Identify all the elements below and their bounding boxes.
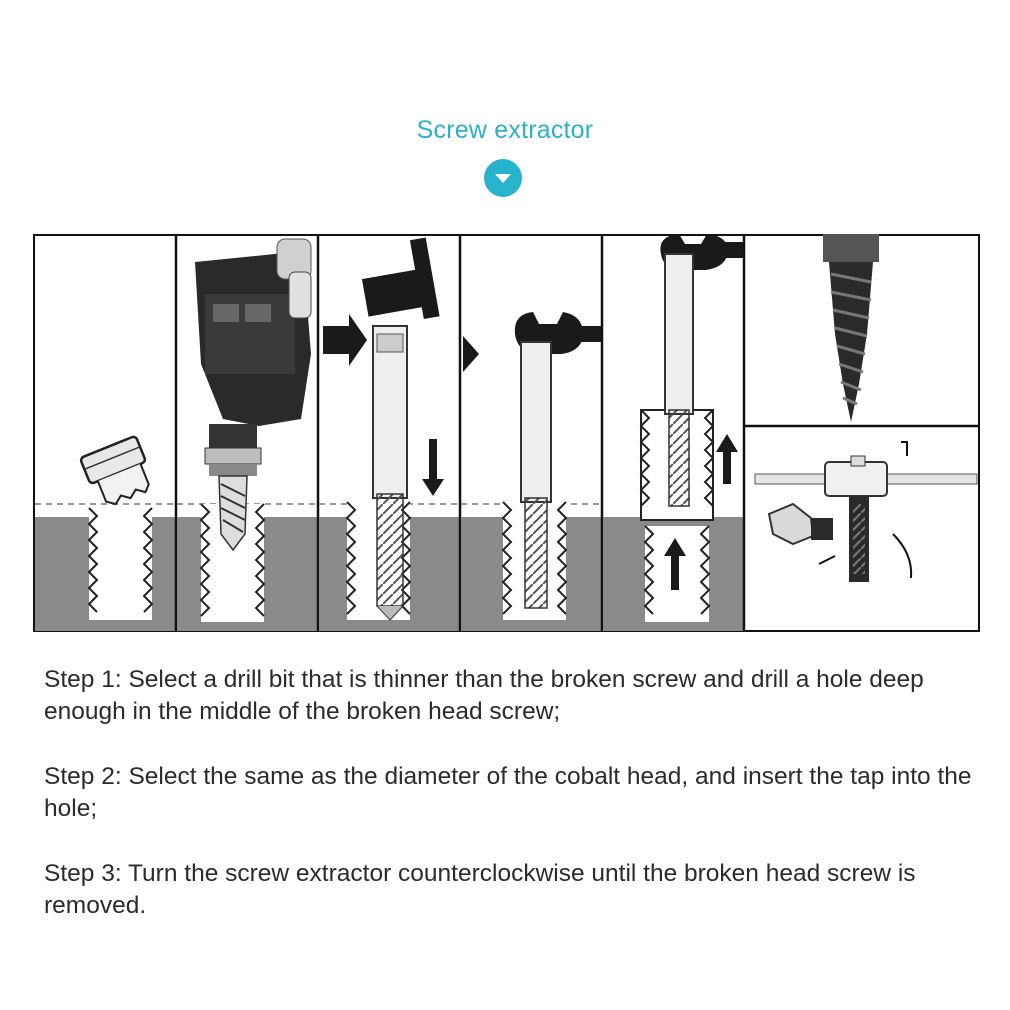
step-2-text: Step 2: Select the same as the diameter of the cobalt head, and insert the tap into the hole; <box>44 763 972 822</box>
instructions <box>44 664 974 955</box>
page-title: Screw extractor <box>416 116 594 144</box>
chevron-down-icon <box>484 159 522 197</box>
step-3-text: Step 3: Turn the screw extractor counterclockwise until the broken head screw is removed. <box>44 860 916 919</box>
step-illustration-strip <box>33 234 980 632</box>
step-1-text: Step 1: Select a drill bit that is thinner than the broken screw and drill a hole deep enough in the middle of the broken head screw; <box>44 666 924 725</box>
